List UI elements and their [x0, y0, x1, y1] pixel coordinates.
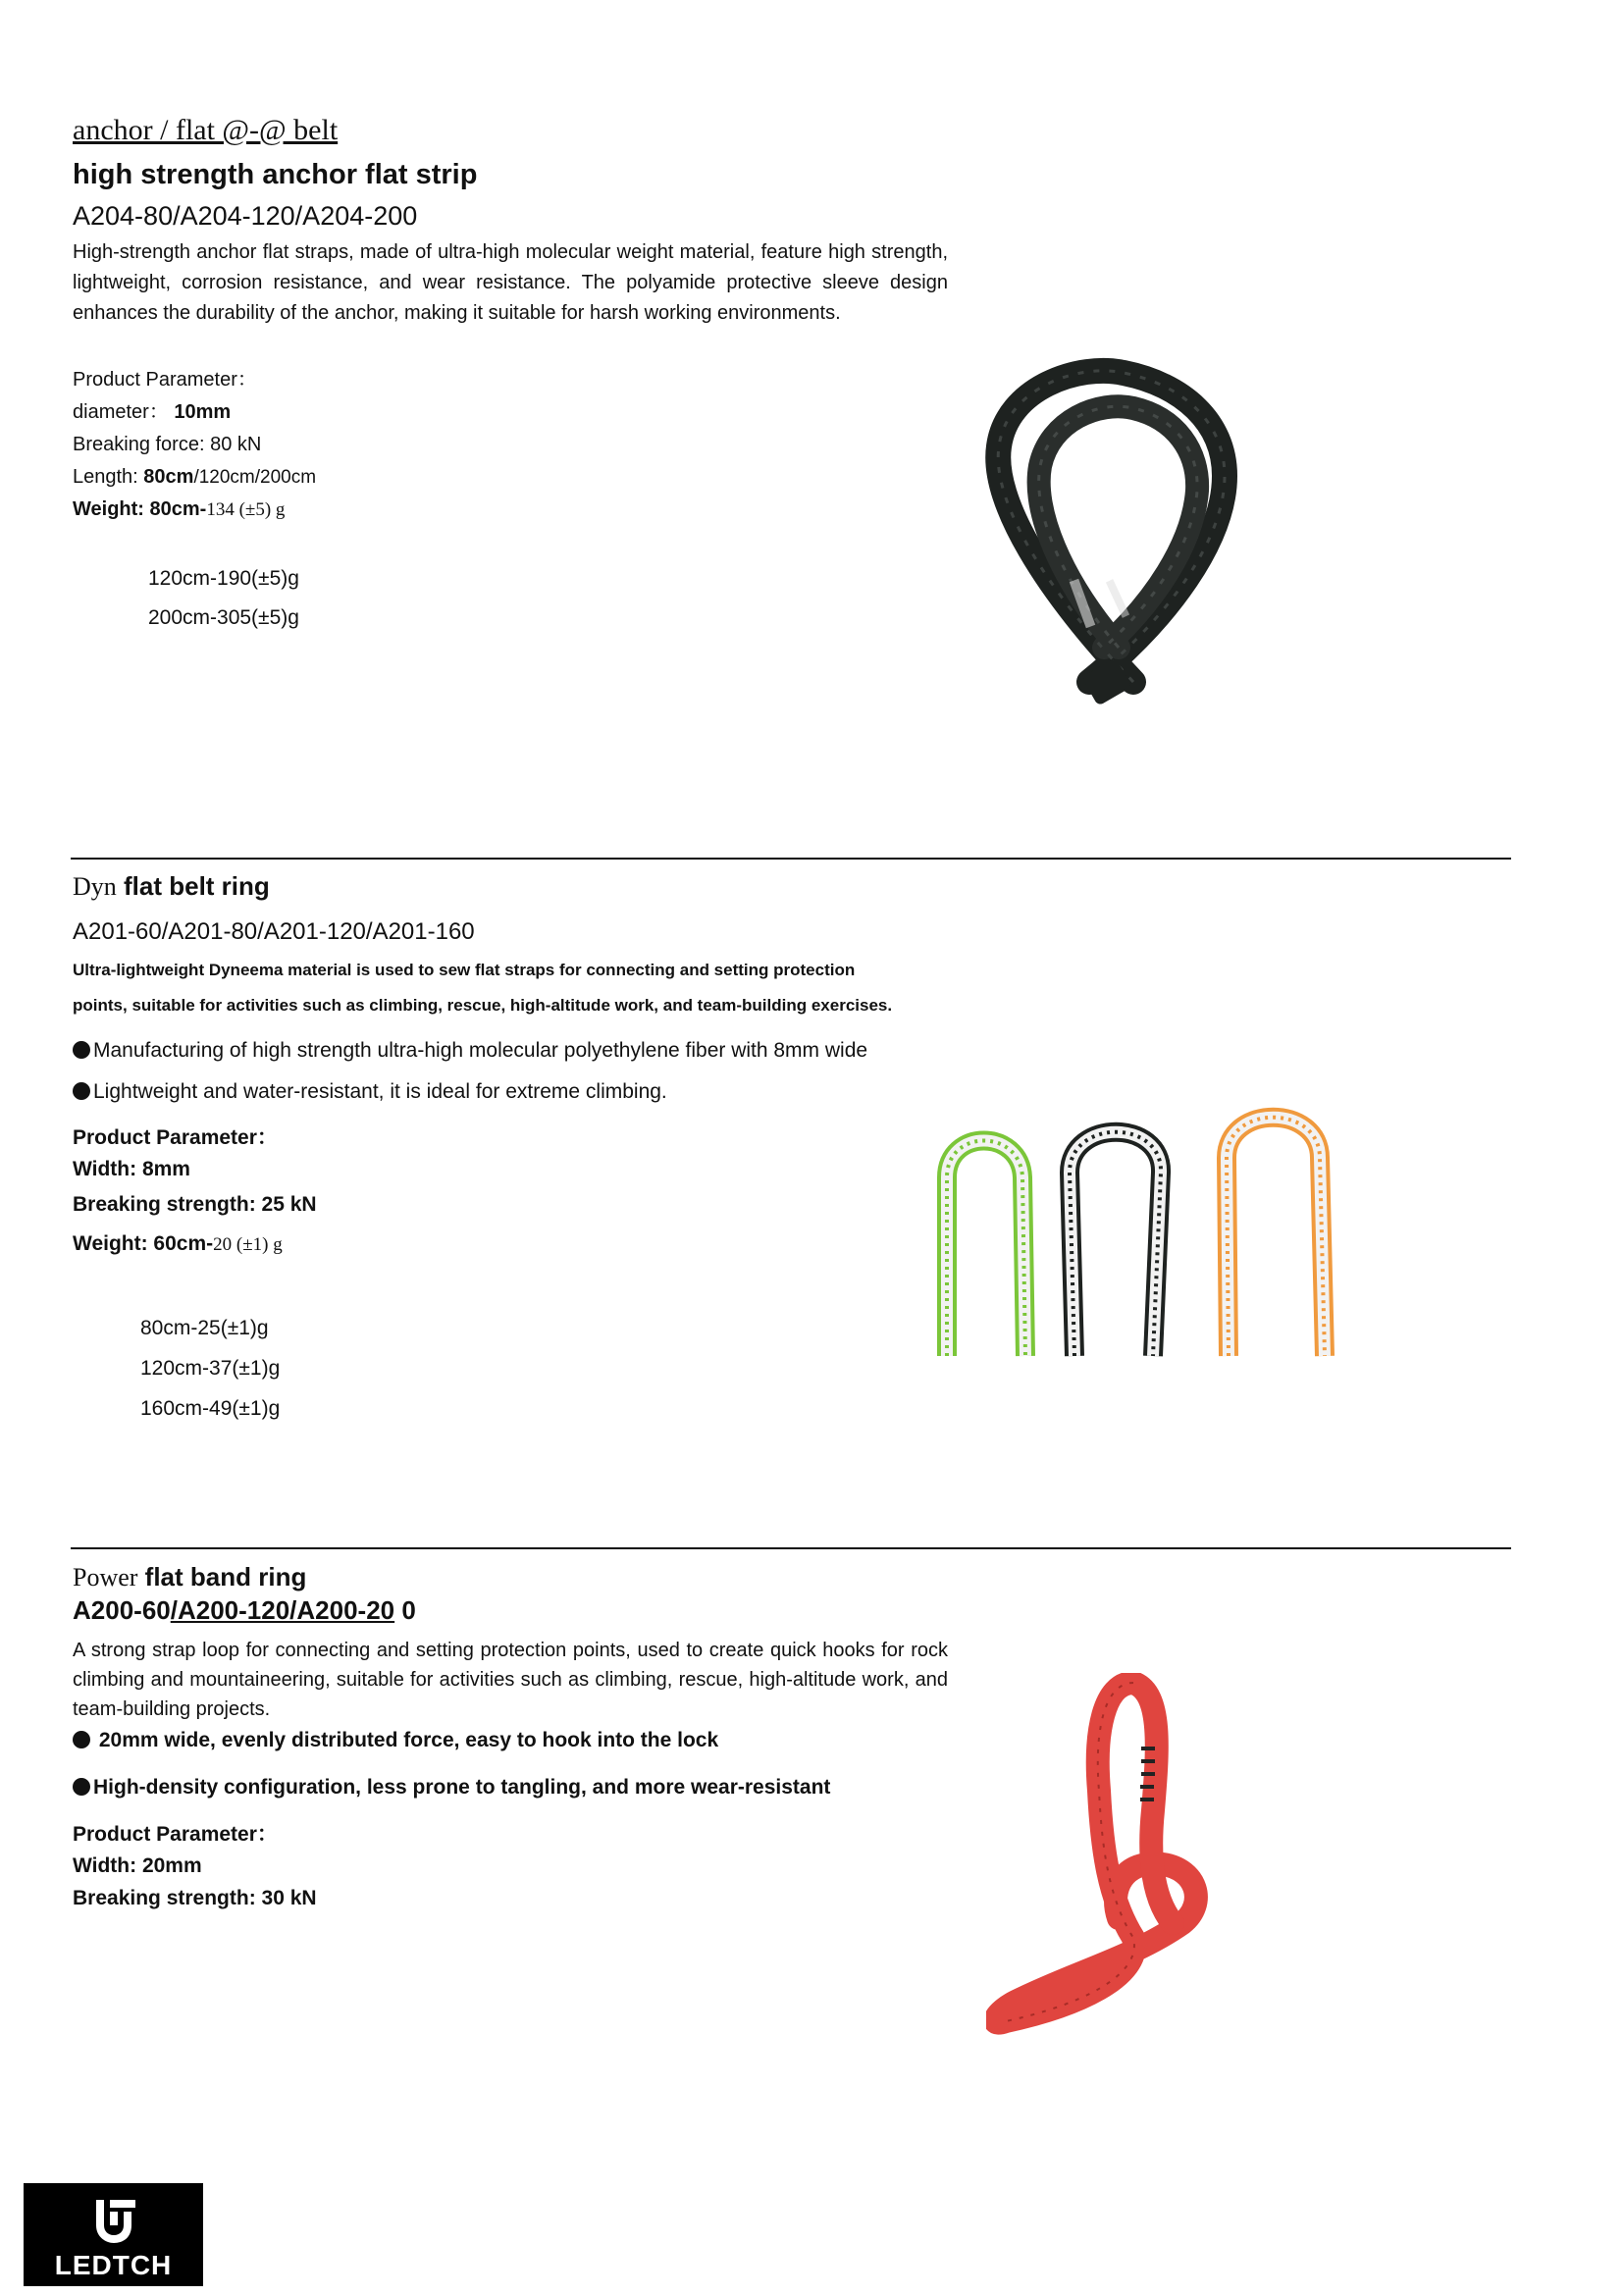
- weight-value: 134 (±5) g: [206, 499, 286, 520]
- diameter-value: 10mm: [174, 401, 232, 423]
- param-weight: [73, 495, 285, 525]
- section2-bullet: [73, 1080, 667, 1104]
- section3-description: A strong strap loop for connecting and setting protection points, used to create quick hooks for rock climbing and mountaineering, suitable for activities such as climbing, rescue, high-altitude work, and team-building projects.: [73, 1640, 948, 1720]
- section3-title-serif: Power: [73, 1563, 138, 1592]
- section3-model-part1: A200-60: [73, 1595, 171, 1625]
- section2-description-line2: points, suitable for activities such as climbing, rescue, high-altitude work, and team-building exercises.: [73, 996, 893, 1015]
- weight-extra-120: 120cm-190(±5)g: [148, 567, 299, 590]
- section2-model: A201-60/A201-80/A201-120/A201-160: [73, 918, 475, 945]
- section2-param-heading: Product Parameter：: [73, 1126, 278, 1149]
- section2-weight-value: 20 (±1) g: [213, 1234, 283, 1255]
- flat-belt-rings-image: [932, 1099, 1344, 1359]
- bullet-icon: [73, 1778, 90, 1796]
- section2-title-bold: flat belt ring: [124, 871, 270, 901]
- length-bold: 80cm: [143, 466, 194, 488]
- ledtch-logo-text: LEDTCH: [54, 2250, 173, 2280]
- section2-weight-extra-160: 160cm-49(±1)g: [140, 1397, 281, 1420]
- section3-model-part3: 0: [394, 1595, 416, 1625]
- param-breaking-force: Breaking force: 80 kN: [73, 434, 262, 455]
- section2-weight: [73, 1232, 283, 1256]
- section2-breaking-strength: Breaking strength: 25 kN: [73, 1193, 317, 1216]
- weight-extra-200: 200cm-305(±5)g: [148, 606, 299, 629]
- section3-model: [73, 1593, 416, 1627]
- section3-breaking-strength: Breaking strength: 30 kN: [73, 1887, 317, 1909]
- anchor-strap-image: [971, 353, 1256, 716]
- param-diameter: [73, 397, 231, 428]
- product-title: high strength anchor flat strip: [73, 159, 478, 190]
- section3-width: Width: 20mm: [73, 1854, 202, 1877]
- section2-weight-extra-120: 120cm-37(±1)g: [140, 1357, 281, 1380]
- product-model: A204-80/A204-120/A204-200: [73, 201, 418, 231]
- section2-bullet: [73, 1039, 867, 1063]
- section2-weight-extra-80: 80cm-25(±1)g: [140, 1317, 269, 1339]
- section3-bullet: [73, 1776, 830, 1800]
- weight-label: Weight: 80cm-: [73, 498, 207, 520]
- param-length: [73, 462, 316, 493]
- length-rest: /120cm/200cm: [193, 467, 317, 488]
- section3-title-bold: flat band ring: [144, 1562, 307, 1592]
- section2-weight-label: Weight: 60cm-: [73, 1232, 214, 1255]
- category-heading: anchor / flat @-@ belt: [73, 114, 339, 146]
- bullet-text: 20mm wide, evenly distributed force, easy to hook into the lock: [98, 1729, 719, 1751]
- section3-title: [73, 1560, 306, 1594]
- ledtch-logo: [24, 2183, 203, 2286]
- product-description: High-strength anchor flat straps, made of ultra-high molecular weight material, feature high strength, lightweight, corrosion resistance, and wear resistance. The polyamide protective sleeve design enhances the durability of the anchor, making it suitable for harsh working environments.: [73, 241, 948, 324]
- section2-title: [73, 869, 270, 904]
- bullet-icon: [73, 1731, 90, 1748]
- section2-title-serif: Dyn: [73, 872, 117, 901]
- bullet-icon: [73, 1082, 90, 1100]
- section2-width: Width: 8mm: [73, 1158, 190, 1180]
- power-flat-band-ring-image: [986, 1673, 1231, 2041]
- section3-param-heading: Product Parameter：: [73, 1823, 278, 1846]
- bullet-text: Manufacturing of high strength ultra-high molecular polyethylene fiber with 8mm wide: [93, 1039, 868, 1062]
- length-label: Length:: [73, 466, 144, 488]
- section-divider: [71, 858, 1511, 860]
- bullet-text: High-density configuration, less prone to tangling, and more wear-resistant: [93, 1776, 831, 1799]
- param-heading: Product Parameter：: [73, 369, 257, 391]
- section-divider: [71, 1547, 1511, 1549]
- diameter-label: diameter：: [73, 401, 169, 423]
- section2-description-line1: Ultra-lightweight Dyneema material is used to sew flat straps for connecting and setting protection: [73, 961, 856, 979]
- section3-bullet: [73, 1729, 718, 1752]
- ledtch-logo-icon: [84, 2196, 143, 2247]
- bullet-icon: [73, 1041, 90, 1059]
- bullet-text: Lightweight and water-resistant, it is ideal for extreme climbing.: [93, 1080, 667, 1103]
- section3-model-part2: /A200-120/A200-20: [170, 1595, 395, 1625]
